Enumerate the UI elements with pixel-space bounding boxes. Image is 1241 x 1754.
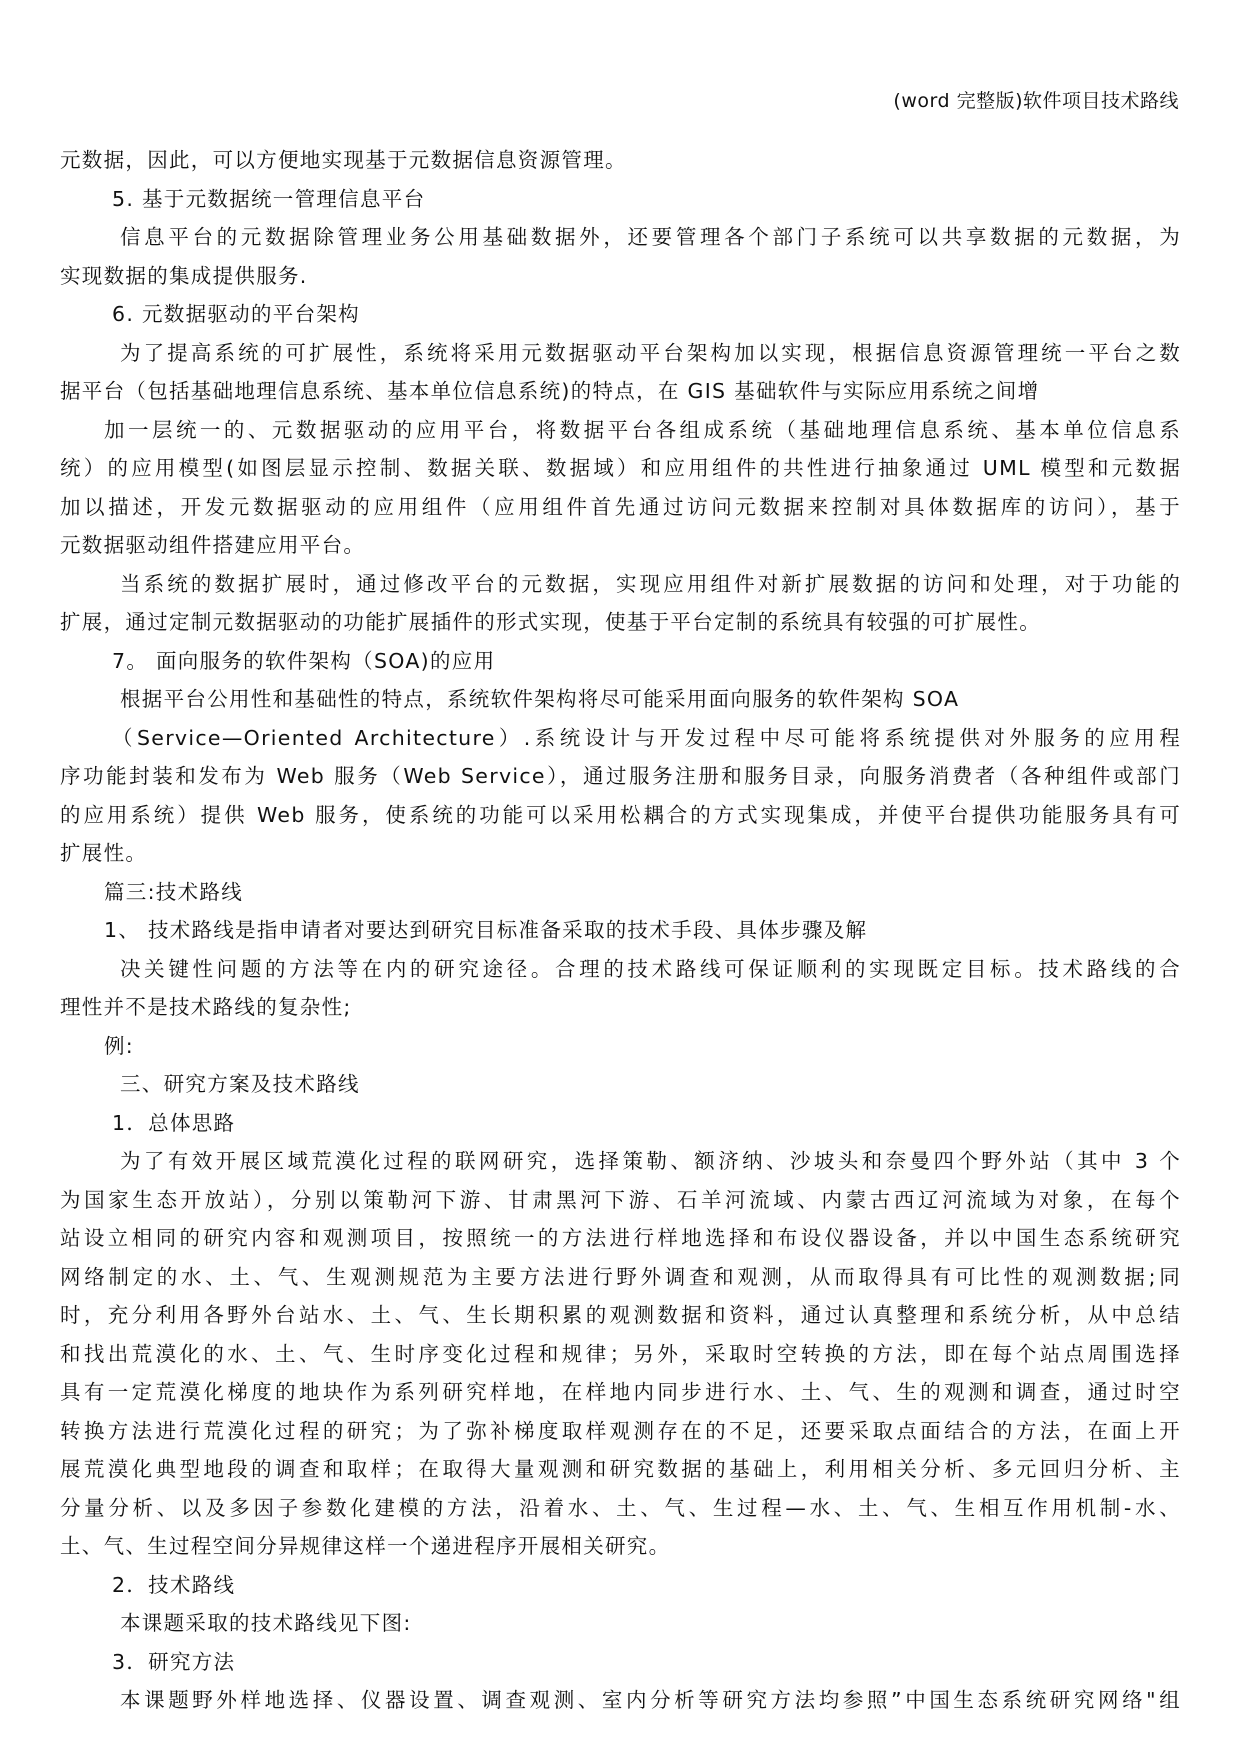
text-line: 本课题采取的技术路线见下图: (120, 1611, 412, 1635)
text-line: 扩展性。 (60, 841, 148, 865)
text-line: 根据平台公用性和基础性的特点，系统软件架构将尽可能采用面向服务的软件架构 SOA (120, 687, 960, 711)
text-line: 和找出荒漠化的水、土、气、生时序变化过程和规律；另外，采取时空转换的方法，即在每个站点周围选择 (60, 1341, 1181, 1366)
text-line: （Service—Oriented Architecture）.系统设计与开发过程中尽可能将系统提供对外服务的应用程 (112, 725, 1181, 750)
text-line: 统）的应用模型(如图层显示控制、数据关联、数据域）和应用组件的共性进行抽象通过 UML 模型和元数据 (60, 456, 1181, 480)
text-line: 篇三:技术路线 (104, 879, 244, 904)
text-line: 加以描述，开发元数据驱动的应用组件（应用组件首先通过访问元数据来控制对具体数据库的访问），基于 (60, 494, 1181, 519)
text-line: 为国家生态开放站），分别以策勒河下游、甘肃黑河下游、石羊河流域、内蒙古西辽河流域为对象，在每个 (60, 1187, 1181, 1212)
text-line: 转换方法进行荒漠化过程的研究；为了弥补梯度取样观测存在的不足，还要采取点面结合的方法，在面上开 (60, 1418, 1181, 1443)
text-line: 理性并不是技术路线的复杂性; (60, 995, 352, 1019)
text-line: 土、气、生过程空间分异规律这样一个递进程序开展相关研究。 (60, 1534, 671, 1558)
text-line: 实现数据的集成提供服务. (60, 263, 308, 288)
text-line: 三、研究方案及技术路线 (120, 1072, 360, 1096)
text-line: 展荒漠化典型地段的调查和取样；在取得大量观测和研究数据的基础上，利用相关分析、多元回归分析、主 (60, 1457, 1181, 1481)
text-line: 分量分析、以及多因子参数化建模的方法，沿着水、土、气、生过程—水、土、气、生相互作用机制-水、 (60, 1495, 1181, 1520)
text-line: 3．研究方法 (112, 1649, 236, 1674)
text-line: 加一层统一的、元数据驱动的应用平台，将数据平台各组成系统（基础地理信息系统、基本单位信息系 (104, 417, 1181, 442)
text-line: 序功能封装和发布为 Web 服务（Web Service），通过服务注册和服务目录，向服务消费者（各种组件或部门 (60, 764, 1181, 788)
text-line: 据平台（包括基础地理信息系统、基本单位信息系统)的特点，在 GIS 基础软件与实际应用系统之间增 (60, 379, 1040, 403)
text-line: 为了提高系统的可扩展性，系统将采用元数据驱动平台架构加以实现，根据信息资源管理统一平台之数 (120, 340, 1181, 365)
text-line: 的应用系统）提供 Web 服务，使系统的功能可以采用松耦合的方式实现集成，并使平台提供功能服务具有可 (60, 802, 1181, 827)
text-line: 信息平台的元数据除管理业务公用基础数据外，还要管理各个部门子系统可以共享数据的元数据，为 (120, 225, 1181, 249)
text-line: 元数据驱动组件搭建应用平台。 (60, 533, 366, 557)
text-line: 1．总体思路 (112, 1110, 236, 1135)
text-line: 7。 面向服务的软件架构（SOA)的应用 (112, 648, 496, 673)
text-line: 6. 元数据驱动的平台架构 (112, 302, 360, 326)
text-line: 5. 基于元数据统一管理信息平台 (112, 186, 426, 211)
text-line: 具有一定荒漠化梯度的地块作为系列研究样地，在样地内同步进行水、土、气、生的观测和调查，通过时空 (60, 1380, 1181, 1404)
text-line: 网络制定的水、土、气、生观测规范为主要方法进行野外调查和观测，从而取得具有可比性的观测数据;同 (60, 1264, 1181, 1289)
text-line: 时，充分利用各野外台站水、土、气、生长期积累的观测数据和资料，通过认真整理和系统分析，从中总结 (60, 1303, 1181, 1327)
text-line: 2．技术路线 (112, 1572, 236, 1597)
text-line: 为了有效开展区域荒漠化过程的联网研究，选择策勒、额济纳、沙坡头和奈曼四个野外站（其中 3 个 (120, 1149, 1181, 1173)
page-header-title: (word 完整版)软件项目技术路线 (893, 90, 1179, 112)
text-line: 决关键性问题的方法等在内的研究途径。合理的技术路线可保证顺利的实现既定目标。技术路线的合 (120, 956, 1181, 981)
text-line: 扩展，通过定制元数据驱动的功能扩展插件的形式实现，使基于平台定制的系统具有较强的可扩展性。 (60, 610, 1041, 634)
document-body (60, 141, 1181, 1720)
text-line: 例: (104, 1033, 135, 1058)
text-line: 元数据，因此，可以方便地实现基于元数据信息资源管理。 (60, 148, 627, 172)
text-line: 当系统的数据扩展时，通过修改平台的元数据，实现应用组件对新扩展数据的访问和处理，对于功能的 (120, 571, 1181, 596)
text-line: 1、 技术路线是指申请者对要达到研究目标准备采取的技术手段、具体步骤及解 (104, 918, 868, 942)
text-line: 站设立相同的研究内容和观测项目，按照统一的方法进行样地选择和布设仪器设备，并以中国生态系统研究 (60, 1226, 1181, 1250)
text-line: 本课题野外样地选择、仪器设置、调查观测、室内分析等研究方法均参照”中国生态系统研究网络"组 (120, 1688, 1181, 1712)
